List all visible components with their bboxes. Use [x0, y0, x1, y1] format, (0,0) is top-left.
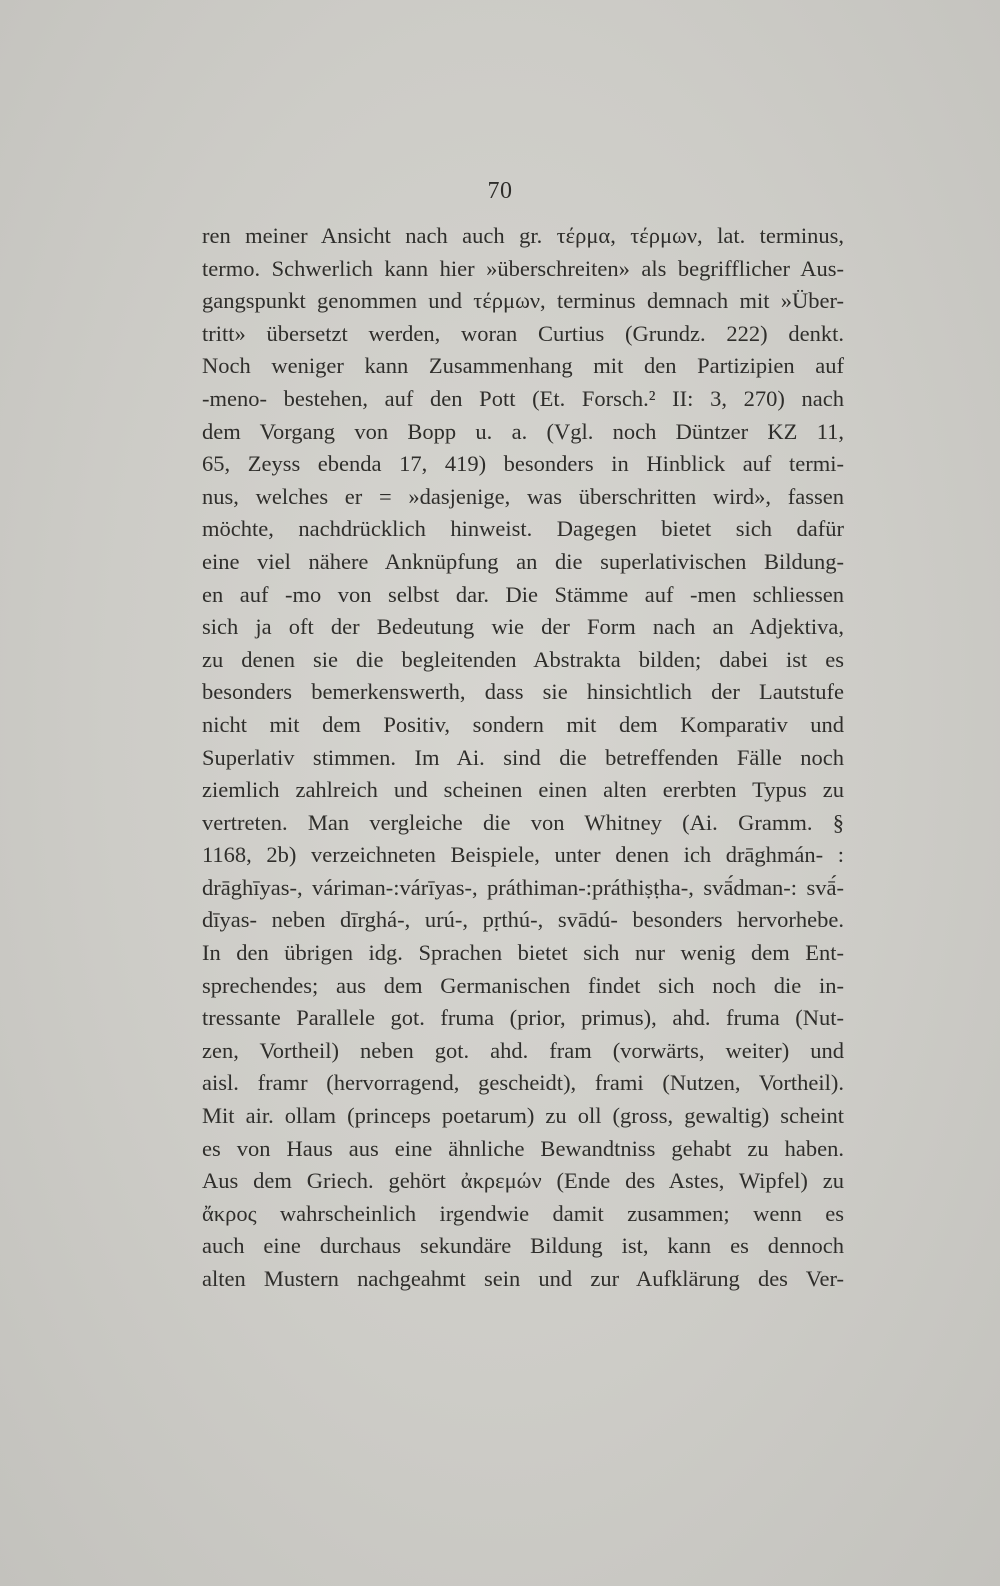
text-line: sich ja oft der Bedeutung wie der Form nach an Adjektiva, [202, 614, 844, 640]
text-line: es von Haus aus eine ähnliche Bewandtniss gehabt zu haben. [202, 1135, 844, 1161]
text-line: gangspunkt genommen und τέρμων, terminus demnach mit »Über- [202, 288, 844, 314]
text-line: Aus dem Griech. gehört ἀκρεμών (Ende des Astes, Wipfel) zu [202, 1168, 844, 1194]
text-line: sprechendes; aus dem Germanischen findet sich noch die in- [202, 972, 844, 998]
text-line: In den übrigen idg. Sprachen bietet sich nur wenig dem Ent- [202, 940, 844, 966]
text-line: nus, welches er = »dasjenige, was überschritten wird», fassen [202, 483, 844, 509]
text-line: möchte, nachdrücklich hinweist. Dagegen bietet sich dafür [202, 516, 844, 542]
text-line: en auf -mo von selbst dar. Die Stämme auf -men schliessen [202, 581, 844, 607]
text-line: tressante Parallele got. fruma (prior, primus), ahd. fruma (Nut- [202, 1005, 844, 1031]
text-line: ziemlich zahlreich und scheinen einen alten ererbten Typus zu [202, 777, 844, 803]
text-line: besonders bemerkenswerth, dass sie hinsichtlich der Lautstufe [202, 679, 844, 705]
text-line: drāghīyas-, váriman-:várīyas-, práthiman-:práthiṣṭha-, svā́dman-: svā́- [202, 874, 844, 900]
text-line: vertreten. Man vergleiche die von Whitney (Ai. Gramm. § [202, 809, 844, 835]
text-line: eine viel nähere Anknüpfung an die superlativischen Bildung- [202, 548, 844, 574]
text-line: Mit air. ollam (princeps poetarum) zu oll (gross, gewaltig) scheint [202, 1103, 844, 1129]
text-line: ren meiner Ansicht nach auch gr. τέρμα, τέρμων, lat. terminus, [202, 223, 844, 248]
text-line: zu denen sie die begleitenden Abstrakta bilden; dabei ist es [202, 646, 844, 672]
text-line: tritt» übersetzt werden, woran Curtius (Grundz. 222) denkt. [202, 320, 844, 346]
text-line: Noch weniger kann Zusammenhang mit den Partizipien auf [202, 353, 844, 379]
text-line: -meno- bestehen, auf den Pott (Et. Forsch.² II: 3, 270) nach [202, 385, 844, 411]
text-line: 1168, 2b) verzeichneten Beispiele, unter denen ich drāghmán- : [202, 842, 844, 868]
text-line: dem Vorgang von Bopp u. a. (Vgl. noch Düntzer KZ 11, [202, 418, 844, 444]
text-line: nicht mit dem Positiv, sondern mit dem Komparativ und [202, 711, 844, 737]
text-line: 65, Zeyss ebenda 17, 419) besonders in Hinblick auf termi- [202, 451, 844, 477]
text-line: auch eine durchaus sekundäre Bildung ist, kann es dennoch [202, 1233, 844, 1259]
text-line: termo. Schwerlich kann hier »überschreiten» als begrifflicher Aus- [202, 255, 844, 281]
text-line: dīyas- neben dīrghá-, urú-, pṛthú-, svādú- besonders hervorhebe. [202, 907, 844, 933]
text-line: zen, Vortheil) neben got. ahd. fram (vorwärts, weiter) und [202, 1037, 844, 1063]
body-text [202, 220, 844, 1296]
page-number: 70 [487, 178, 513, 204]
text-line: alten Mustern nachgeahmt sein und zur Aufklärung des Ver- [202, 1266, 844, 1291]
text-line: Superlativ stimmen. Im Ai. sind die betreffenden Fälle noch [202, 744, 844, 770]
text-line: aisl. framr (hervorragend, gescheidt), frami (Nutzen, Vortheil). [202, 1070, 844, 1096]
text-line: ἄκρος wahrscheinlich irgendwie damit zusammen; wenn es [202, 1200, 844, 1226]
